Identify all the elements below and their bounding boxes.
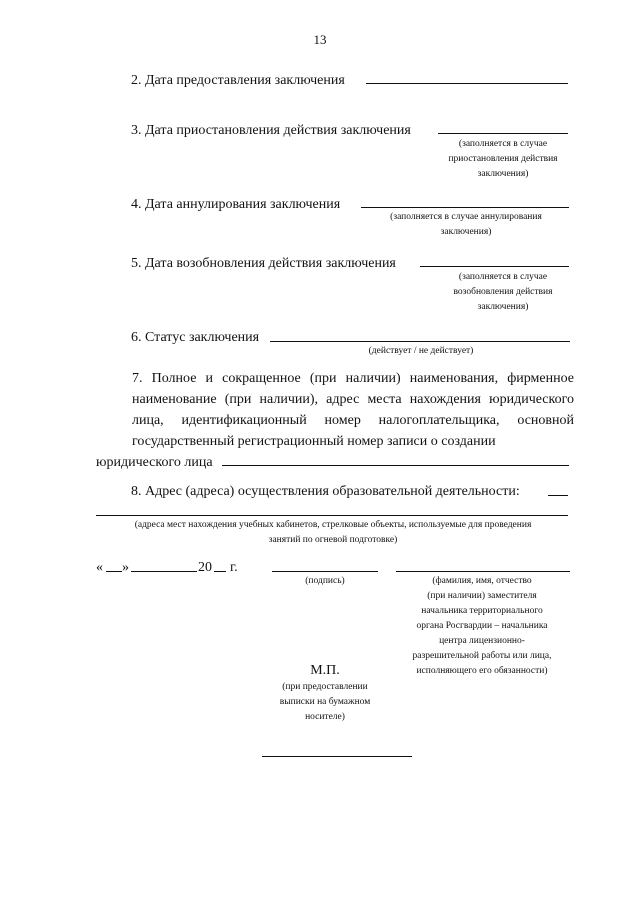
item-8-field-tail[interactable] [548,495,568,496]
bottom-signature-line[interactable] [262,756,412,757]
item-4-date-field[interactable] [361,207,569,208]
item-7-paragraph: 7. Полное и сокращенное (при наличии) наименования, фирменное наименование (при наличии), адрес места нахождения юридического лица, идентификационный номер налогоплательщика, основной государственный регистрационный номер записи о создании юридического лица [96,371,574,470]
item-4-note: (заполняется в случае аннулирования заключения) [390,212,542,237]
item-3-note: (заполняется в случае приостановления действия заключения) [448,139,558,179]
date-open-quote: « [96,560,103,575]
item-4-label: 4. Дата аннулирования заключения [131,197,341,212]
official-note: (фамилия, имя, отчество (при наличии) заместителя начальника территориального органа Росгвардии – начальника центра лицензионно- разрешительной работы или лица, исполняющего его обязанности) [412,576,552,676]
signature-note: (подпись) [305,576,345,586]
item-3-label: 3. Дата приостановления действия заключения [131,123,411,138]
item-7-field[interactable] [222,465,569,466]
item-8-field[interactable] [96,515,568,516]
date-day-field[interactable] [106,571,122,572]
item-2-label: 2. Дата предоставления заключения [131,73,345,88]
official-name-field[interactable] [396,571,570,572]
date-year-field[interactable] [214,571,226,572]
stamp-label: М.П. [310,663,340,678]
item-5-date-field[interactable] [420,266,569,267]
date-year-prefix: 20 [198,560,212,575]
item-2-date-field[interactable] [366,83,568,84]
signature-field[interactable] [272,571,378,572]
date-close-quote: » [122,560,129,575]
item-6-label: 6. Статус заключения [131,330,260,345]
date-month-field[interactable] [131,571,197,572]
item-5-note: (заполняется в случае возобновления действия заключения) [453,272,553,312]
item-6-status-field[interactable] [270,341,570,342]
item-6-note: (действует / не действует) [368,346,474,356]
page-number: 13 [313,32,327,47]
item-5-label: 5. Дата возобновления действия заключения [131,256,396,271]
item-7-last-line: юридического лица [96,455,213,470]
date-year-suffix: г. [230,560,238,575]
item-8-label: 8. Адрес (адреса) осуществления образовательной деятельности: [131,484,520,499]
item-3-date-field[interactable] [438,133,568,134]
stamp-note: (при предоставлении выписки на бумажном носителе) [279,682,371,722]
item-8-note: (адреса мест нахождения учебных кабинетов, стрелковые объекты, используемые для проведения занятий по огневой подготовке) [134,520,532,545]
